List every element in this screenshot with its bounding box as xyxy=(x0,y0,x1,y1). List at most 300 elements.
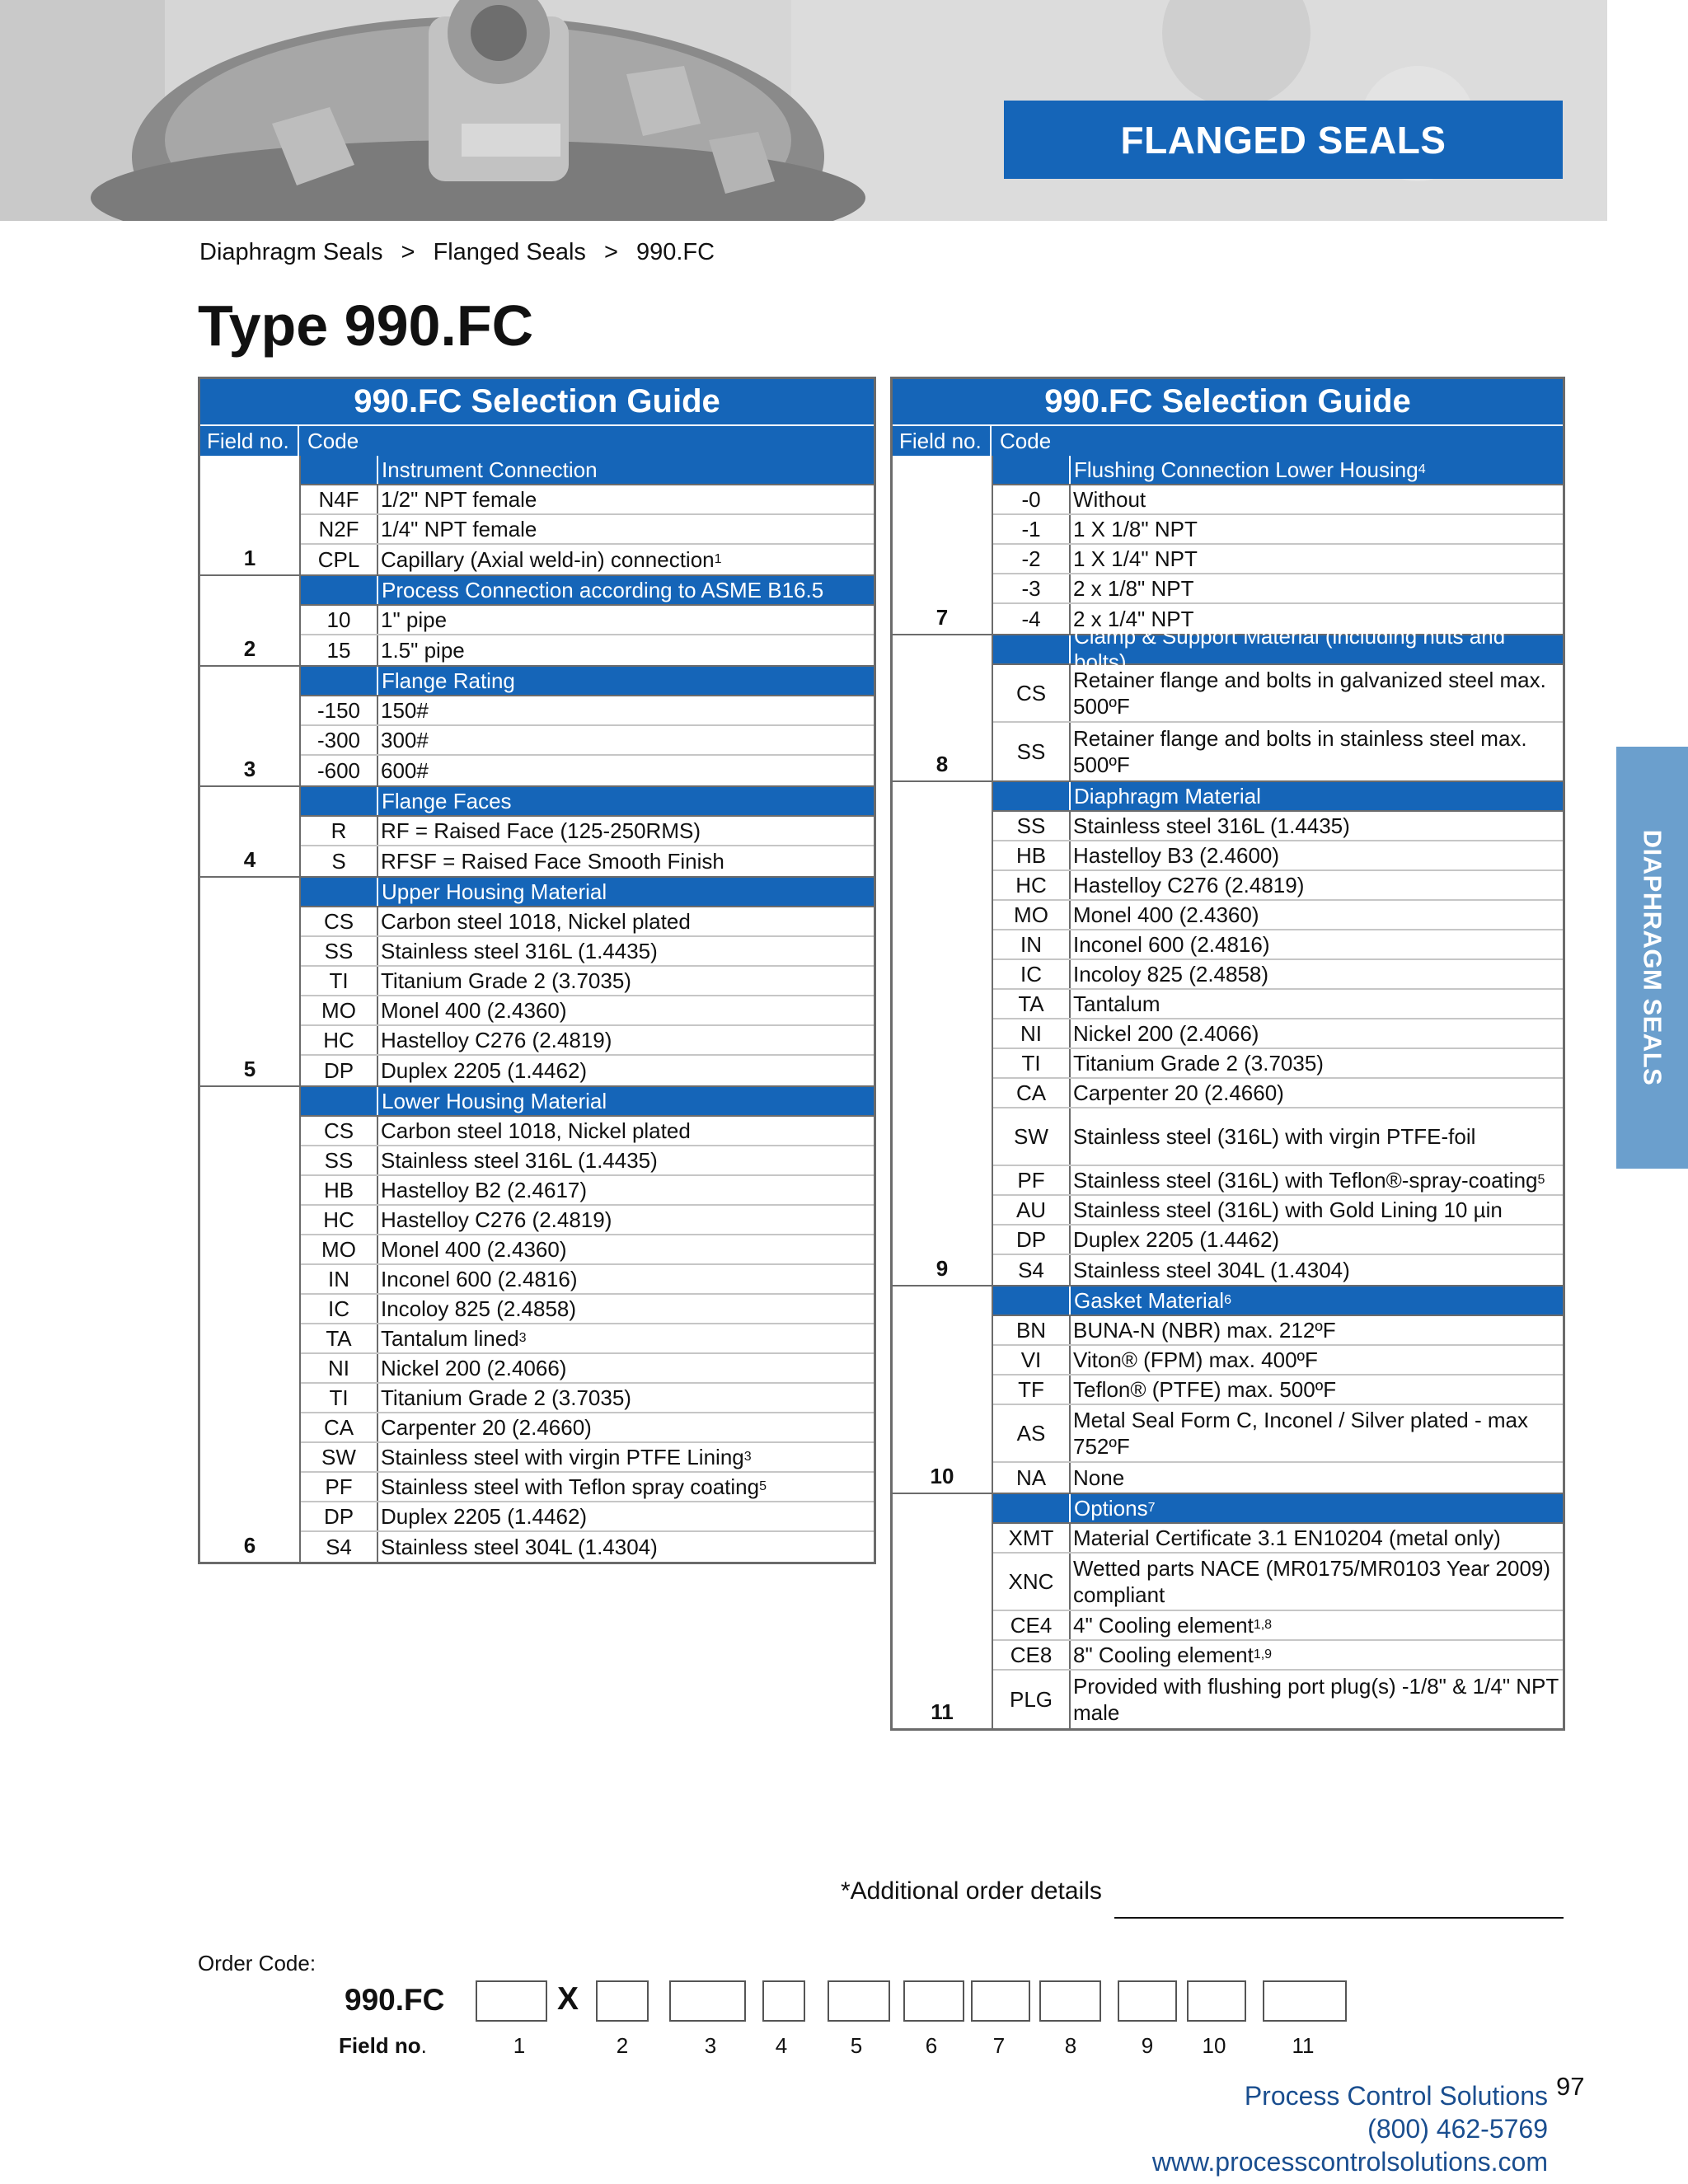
option-description-text: Metal Seal Form C, Inconel / Silver plated - max 752ºF xyxy=(1073,1408,1528,1459)
option-row[interactable] xyxy=(993,1196,1563,1226)
option-code: CS xyxy=(993,665,1071,721)
option-description xyxy=(378,996,874,1024)
option-description xyxy=(1071,1079,1563,1107)
option-row[interactable] xyxy=(993,1255,1563,1285)
option-description-text: Viton® (FPM) max. 400ºF xyxy=(1073,1347,1318,1372)
option-row[interactable] xyxy=(301,1532,874,1562)
option-code: IN xyxy=(993,930,1071,958)
option-description-text: Nickel 200 (2.4066) xyxy=(1073,1021,1259,1046)
option-row[interactable] xyxy=(301,1146,874,1176)
option-row[interactable] xyxy=(301,606,874,635)
breadcrumb-item[interactable]: Flanged Seals xyxy=(433,239,586,265)
option-row[interactable] xyxy=(993,960,1563,990)
option-description xyxy=(1071,812,1563,840)
option-description-text: 1 X 1/8" NPT xyxy=(1073,517,1198,541)
section-title xyxy=(378,576,874,604)
section-code-blank xyxy=(301,1087,378,1115)
field-group xyxy=(200,576,874,667)
option-description xyxy=(378,1117,874,1145)
option-row[interactable] xyxy=(993,545,1563,574)
section-title-text: Flange Faces xyxy=(382,788,512,813)
option-description-text: Stainless steel with virgin PTFE Lining xyxy=(381,1445,744,1469)
option-row[interactable] xyxy=(993,574,1563,604)
option-description xyxy=(1071,1316,1563,1344)
option-description-text: Material Certificate 3.1 EN10204 (metal only) xyxy=(1073,1526,1501,1550)
side-tab-diaphragm-seals[interactable] xyxy=(1616,747,1688,1169)
option-code: TF xyxy=(993,1376,1071,1404)
option-code: AU xyxy=(993,1196,1071,1224)
option-row[interactable] xyxy=(993,1346,1563,1376)
option-row[interactable] xyxy=(301,1026,874,1056)
option-row[interactable] xyxy=(301,485,874,515)
option-description-text: Capillary (Axial weld-in) connection xyxy=(381,547,715,572)
section-title xyxy=(1071,782,1563,810)
section-code-blank xyxy=(993,635,1071,663)
option-row[interactable] xyxy=(301,1354,874,1384)
section-code-blank xyxy=(993,782,1071,810)
option-row[interactable] xyxy=(993,1316,1563,1346)
section-title xyxy=(378,456,874,484)
header-field-no: Field no. xyxy=(893,426,992,456)
breadcrumb-item[interactable]: Diaphragm Seals xyxy=(199,239,383,265)
option-row[interactable] xyxy=(301,937,874,967)
additional-order-details-label: *Additional order details xyxy=(841,1877,1102,1905)
section-title: Gasket Material 6 xyxy=(1074,1287,1231,1313)
table-header-row xyxy=(893,424,1563,456)
section-code-blank xyxy=(993,1494,1071,1522)
option-code: S xyxy=(301,846,378,876)
option-description xyxy=(378,1056,874,1085)
option-row[interactable] xyxy=(301,1295,874,1324)
option-description xyxy=(378,1295,874,1323)
page-title: Type 990.FC xyxy=(198,293,534,358)
option-description-text: Monel 400 (2.4360) xyxy=(381,1237,567,1262)
option-description-text: Stainless steel (316L) with Teflon®-spray-coating xyxy=(1073,1168,1538,1193)
option-row[interactable] xyxy=(993,1463,1563,1493)
option-description-text: Titanium Grade 2 (3.7035) xyxy=(1073,1051,1324,1076)
option-code: N2F xyxy=(301,515,378,543)
order-field-box-6[interactable] xyxy=(903,1980,964,2022)
option-code: -600 xyxy=(301,756,378,785)
field-group xyxy=(893,624,1563,782)
option-description-text: Provided with flushing port plug(s) -1/8" & 1/4" NPT male xyxy=(1073,1674,1559,1725)
option-description-text: Stainless steel (316L) with virgin PTFE-foil xyxy=(1073,1124,1476,1149)
order-field-box-2[interactable] xyxy=(596,1980,649,2022)
option-code: SS xyxy=(993,812,1071,840)
option-row[interactable] xyxy=(993,1079,1563,1108)
option-description xyxy=(378,817,874,845)
section-title: FLANGED SEALS xyxy=(1004,101,1563,179)
section-header xyxy=(993,1286,1563,1316)
option-code: CS xyxy=(301,1117,378,1145)
field-number-cell: 6 xyxy=(243,1533,256,1558)
option-code: IC xyxy=(993,960,1071,988)
option-description-text: Retainer flange and bolts in stainless steel max. 500ºF xyxy=(1073,726,1527,777)
option-code: R xyxy=(301,817,378,845)
field-number: 2 xyxy=(616,2033,629,2058)
option-description-text: 1/4" NPT female xyxy=(381,517,537,541)
option-description xyxy=(1071,1554,1563,1610)
option-description-text: Tantalum lined xyxy=(381,1326,519,1351)
option-description xyxy=(378,485,874,513)
option-description xyxy=(1071,901,1563,929)
field-rows xyxy=(299,787,874,876)
option-row[interactable] xyxy=(993,1405,1563,1463)
field-number: 1 xyxy=(513,2033,526,2058)
option-row[interactable] xyxy=(993,1641,1563,1671)
option-description xyxy=(378,756,874,785)
field-group xyxy=(893,782,1563,1286)
option-row[interactable] xyxy=(993,1611,1563,1641)
footer-phone[interactable]: (800) 462-5769 xyxy=(1367,2114,1548,2144)
section-title xyxy=(378,1087,874,1115)
order-field-box-9[interactable] xyxy=(1118,1980,1177,2022)
option-row[interactable] xyxy=(993,723,1563,780)
option-row[interactable] xyxy=(993,485,1563,515)
option-description xyxy=(378,606,874,634)
option-description xyxy=(1071,665,1563,721)
option-row[interactable] xyxy=(301,1324,874,1354)
option-code: MO xyxy=(301,996,378,1024)
option-description-text: Incoloy 825 (2.4858) xyxy=(381,1296,577,1321)
field-rows xyxy=(992,456,1563,634)
option-row[interactable] xyxy=(301,846,874,876)
option-code: TI xyxy=(993,1049,1071,1077)
field-group xyxy=(893,456,1563,635)
option-code: PF xyxy=(301,1473,378,1501)
option-row[interactable] xyxy=(993,901,1563,930)
option-code: S4 xyxy=(301,1532,378,1562)
option-description-text: Retainer flange and bolts in galvanized steel max. 500ºF xyxy=(1073,668,1546,719)
option-row[interactable] xyxy=(301,967,874,996)
option-row[interactable] xyxy=(301,1384,874,1413)
option-description xyxy=(1071,1671,1563,1728)
option-description xyxy=(1071,871,1563,899)
option-description xyxy=(378,846,874,876)
option-description-text: RFSF = Raised Face Smooth Finish xyxy=(381,849,724,874)
section-title-text: Upper Housing Material xyxy=(382,879,607,904)
option-description xyxy=(1071,1463,1563,1493)
option-description: Stainless steel with Teflon spray coating 5 xyxy=(381,1474,767,1499)
option-description-text: Wetted parts NACE (MR0175/MR0103 Year 2009) compliant xyxy=(1073,1556,1551,1607)
option-description xyxy=(378,1206,874,1234)
option-description-text: 1 X 1/4" NPT xyxy=(1073,546,1198,571)
option-code: DP xyxy=(301,1502,378,1530)
option-description-text: Incoloy 825 (2.4858) xyxy=(1073,962,1269,987)
side-tab-label: DIAPHRAGM SEALS xyxy=(1638,829,1667,1086)
breadcrumb-item[interactable]: 990.FC xyxy=(635,239,715,265)
field-rows xyxy=(992,624,1563,780)
field-number-cell: 5 xyxy=(243,1057,256,1081)
section-title xyxy=(378,667,874,695)
section-code-blank xyxy=(301,576,378,604)
field-rows xyxy=(299,576,874,665)
field-number-cell: 10 xyxy=(930,1464,954,1488)
option-code: -150 xyxy=(301,696,378,724)
field-number-cell: 1 xyxy=(243,546,256,570)
option-description-text: Inconel 600 (2.4816) xyxy=(381,1267,578,1291)
order-field-box-3[interactable] xyxy=(669,1980,746,2022)
option-description-text: Stainless steel 316L (1.4435) xyxy=(381,1148,658,1173)
section-header xyxy=(301,667,874,696)
option-description-text: 8" Cooling element xyxy=(1073,1643,1254,1667)
option-description xyxy=(378,1532,874,1562)
section-title-text: Process Connection according to ASME B16.5 xyxy=(382,577,824,602)
field-rows xyxy=(299,456,874,574)
section-code-blank xyxy=(301,667,378,695)
option-code: N4F xyxy=(301,485,378,513)
option-description-text: Hastelloy C276 (2.4819) xyxy=(381,1028,612,1052)
option-row[interactable] xyxy=(301,756,874,785)
option-description xyxy=(1071,1405,1563,1461)
section-title xyxy=(1071,624,1563,674)
section-header xyxy=(993,1494,1563,1524)
order-field-box-11[interactable] xyxy=(1263,1980,1347,2022)
option-description-text: Duplex 2205 (1.4462) xyxy=(381,1058,588,1083)
option-description-text: Titanium Grade 2 (3.7035) xyxy=(381,968,631,993)
option-row[interactable] xyxy=(301,1176,874,1206)
option-code: TI xyxy=(301,967,378,995)
field-number-cell: 3 xyxy=(243,757,256,781)
field-no-label-text: Field no xyxy=(339,2033,421,2058)
header-banner xyxy=(0,0,1607,221)
option-row[interactable] xyxy=(993,1226,1563,1255)
section-header xyxy=(301,878,874,907)
option-code: S4 xyxy=(993,1255,1071,1285)
option-row[interactable] xyxy=(993,1554,1563,1611)
option-code: HC xyxy=(993,871,1071,899)
field-rows xyxy=(299,1087,874,1562)
option-description xyxy=(1071,990,1563,1018)
option-code: XMT xyxy=(993,1524,1071,1552)
option-row[interactable] xyxy=(301,696,874,726)
option-row[interactable] xyxy=(993,930,1563,960)
option-description xyxy=(378,726,874,754)
option-description-text: Hastelloy B3 (2.4600) xyxy=(1073,843,1280,868)
option-row[interactable] xyxy=(301,726,874,756)
field-number: 3 xyxy=(704,2033,717,2058)
option-description xyxy=(1071,1019,1563,1047)
option-row[interactable] xyxy=(301,817,874,846)
breadcrumb xyxy=(199,239,726,266)
option-row[interactable] xyxy=(993,1019,1563,1049)
option-description xyxy=(1071,1255,1563,1285)
order-field-box-10[interactable] xyxy=(1187,1980,1246,2022)
section-title: Options 7 xyxy=(1074,1495,1156,1521)
option-description xyxy=(378,1026,874,1054)
option-description xyxy=(1071,960,1563,988)
option-code: VI xyxy=(993,1346,1071,1374)
option-description-text: Carpenter 20 (2.4660) xyxy=(381,1415,592,1440)
section-title-text: Flange Rating xyxy=(382,668,515,693)
option-code: XNC xyxy=(993,1554,1071,1610)
table-title: 990.FC Selection Guide xyxy=(893,379,1563,424)
option-code: CA xyxy=(301,1413,378,1441)
option-row[interactable] xyxy=(301,907,874,937)
option-code: SS xyxy=(301,937,378,965)
option-row[interactable] xyxy=(993,1166,1563,1196)
option-description xyxy=(1071,1524,1563,1552)
option-code: AS xyxy=(993,1405,1071,1461)
section-title-text: Options xyxy=(1074,1495,1148,1521)
option-code: HB xyxy=(993,841,1071,869)
option-description-text: Teflon® (PTFE) max. 500ºF xyxy=(1073,1377,1337,1402)
option-code: -1 xyxy=(993,515,1071,543)
option-description-text: Stainless steel 316L (1.4435) xyxy=(381,939,658,963)
option-code: PLG xyxy=(993,1671,1071,1728)
order-field-box-5[interactable] xyxy=(828,1980,890,2022)
section-title: Flushing Connection Lower Housing 4 xyxy=(1074,457,1426,482)
option-row[interactable] xyxy=(993,841,1563,871)
breadcrumb-separator: > xyxy=(401,239,415,265)
option-description-text: 1.5" pipe xyxy=(381,638,465,663)
option-row[interactable] xyxy=(301,635,874,665)
option-row[interactable] xyxy=(301,996,874,1026)
option-description xyxy=(378,1413,874,1441)
option-code: CPL xyxy=(301,545,378,574)
option-description xyxy=(378,937,874,965)
option-code: NA xyxy=(993,1463,1071,1493)
option-code: SS xyxy=(301,1146,378,1174)
section-header xyxy=(993,624,1563,674)
option-description xyxy=(1071,545,1563,573)
option-description-text: 150# xyxy=(381,698,429,723)
order-field-box-8[interactable] xyxy=(1039,1980,1101,2022)
option-code: HC xyxy=(301,1206,378,1234)
option-description xyxy=(1071,1226,1563,1254)
field-number: 11 xyxy=(1292,2033,1315,2058)
option-description-text: 1" pipe xyxy=(381,607,448,632)
option-description-text: Titanium Grade 2 (3.7035) xyxy=(381,1385,631,1410)
option-description xyxy=(378,1384,874,1412)
option-row[interactable] xyxy=(301,1443,874,1473)
table-title: 990.FC Selection Guide xyxy=(200,379,874,424)
option-code: -3 xyxy=(993,574,1071,602)
field-number: 5 xyxy=(850,2033,863,2058)
section-code-blank xyxy=(301,878,378,906)
option-code: PF xyxy=(993,1166,1071,1194)
section-title-text: Instrument Connection xyxy=(382,457,598,482)
page-number: 97 xyxy=(1556,2072,1585,2101)
option-row[interactable] xyxy=(993,1671,1563,1728)
option-description-text: BUNA-N (NBR) max. 212ºF xyxy=(1073,1318,1336,1343)
header-code: Code xyxy=(307,428,359,453)
option-description xyxy=(1071,485,1563,513)
field-number-cell: 4 xyxy=(243,847,256,872)
option-row[interactable] xyxy=(301,1117,874,1146)
field-number-cell: 2 xyxy=(243,636,256,661)
option-row[interactable] xyxy=(993,1376,1563,1405)
section-header xyxy=(993,456,1563,485)
header-field-no: Field no. xyxy=(200,426,299,456)
option-code: SW xyxy=(993,1108,1071,1165)
option-description-text: Monel 400 (2.4360) xyxy=(381,998,567,1023)
option-row[interactable] xyxy=(301,515,874,545)
option-row[interactable] xyxy=(301,1473,874,1502)
option-row[interactable] xyxy=(301,1413,874,1443)
option-row[interactable] xyxy=(993,515,1563,545)
option-description-text: Stainless steel 316L (1.4435) xyxy=(1073,813,1350,838)
field-no-label-dot: . xyxy=(420,2033,427,2058)
option-description: 4" Cooling element 1,8 xyxy=(1073,1613,1273,1638)
option-description-text: Stainless steel (316L) with Gold Lining 10 µin xyxy=(1073,1197,1503,1222)
option-description xyxy=(378,1265,874,1293)
option-row[interactable] xyxy=(301,1235,874,1265)
option-row[interactable] xyxy=(993,812,1563,841)
option-description-text: Stainless steel with Teflon spray coating xyxy=(381,1474,760,1499)
option-row[interactable] xyxy=(301,1265,874,1295)
order-field-box-7[interactable] xyxy=(971,1980,1030,2022)
option-code: CE8 xyxy=(993,1641,1071,1669)
field-number: 8 xyxy=(1064,2033,1077,2058)
option-row[interactable] xyxy=(301,1502,874,1532)
option-description-text: 2 x 1/4" NPT xyxy=(1073,607,1194,631)
option-description xyxy=(1071,723,1563,780)
option-code: IN xyxy=(301,1265,378,1293)
option-row[interactable] xyxy=(993,1049,1563,1079)
option-row[interactable] xyxy=(993,665,1563,723)
option-code: NI xyxy=(993,1019,1071,1047)
field-number-cell: 11 xyxy=(931,1699,954,1724)
option-description xyxy=(378,515,874,543)
option-row[interactable] xyxy=(993,1108,1563,1166)
option-code: DP xyxy=(301,1056,378,1085)
order-field-box-4[interactable] xyxy=(762,1980,805,2022)
option-description-text: None xyxy=(1073,1465,1125,1490)
option-description xyxy=(1071,841,1563,869)
footer-website[interactable]: www.processcontrolsolutions.com xyxy=(1151,2147,1548,2177)
option-description xyxy=(1071,1346,1563,1374)
option-row[interactable] xyxy=(993,990,1563,1019)
option-code: BN xyxy=(993,1316,1071,1344)
field-number: 4 xyxy=(775,2033,788,2058)
option-code: -2 xyxy=(993,545,1071,573)
option-description-text: Duplex 2205 (1.4462) xyxy=(1073,1227,1280,1252)
option-description-text: Inconel 600 (2.4816) xyxy=(1073,932,1270,957)
section-title-text: Gasket Material xyxy=(1074,1287,1225,1313)
field-number-cell: 8 xyxy=(935,752,949,776)
option-description-text: RF = Raised Face (125-250RMS) xyxy=(381,818,701,843)
selection-guide-table-right xyxy=(890,377,1565,1731)
section-title-text: Diaphragm Material xyxy=(1074,783,1261,808)
order-field-box-1[interactable] xyxy=(476,1980,547,2022)
section-title-text: Lower Housing Material xyxy=(382,1088,607,1113)
option-code: HB xyxy=(301,1176,378,1204)
section-header xyxy=(301,1087,874,1117)
option-code: IC xyxy=(301,1295,378,1323)
field-group xyxy=(200,456,874,576)
field-rows xyxy=(992,782,1563,1285)
option-row[interactable] xyxy=(993,871,1563,901)
option-row[interactable] xyxy=(993,1524,1563,1554)
option-description xyxy=(1071,574,1563,602)
option-description xyxy=(378,1176,874,1204)
option-code: -4 xyxy=(993,604,1071,634)
option-row[interactable] xyxy=(301,1056,874,1085)
option-description xyxy=(378,1354,874,1382)
option-code: CA xyxy=(993,1079,1071,1107)
option-description xyxy=(1071,515,1563,543)
field-group xyxy=(893,1494,1563,1728)
option-row[interactable] xyxy=(301,545,874,574)
section-title xyxy=(378,878,874,906)
option-description xyxy=(1071,1376,1563,1404)
option-row[interactable] xyxy=(301,1206,874,1235)
section-code-blank xyxy=(301,787,378,815)
option-description-text: Stainless steel 304L (1.4304) xyxy=(381,1535,658,1559)
option-code: -0 xyxy=(993,485,1071,513)
option-description xyxy=(378,1502,874,1530)
